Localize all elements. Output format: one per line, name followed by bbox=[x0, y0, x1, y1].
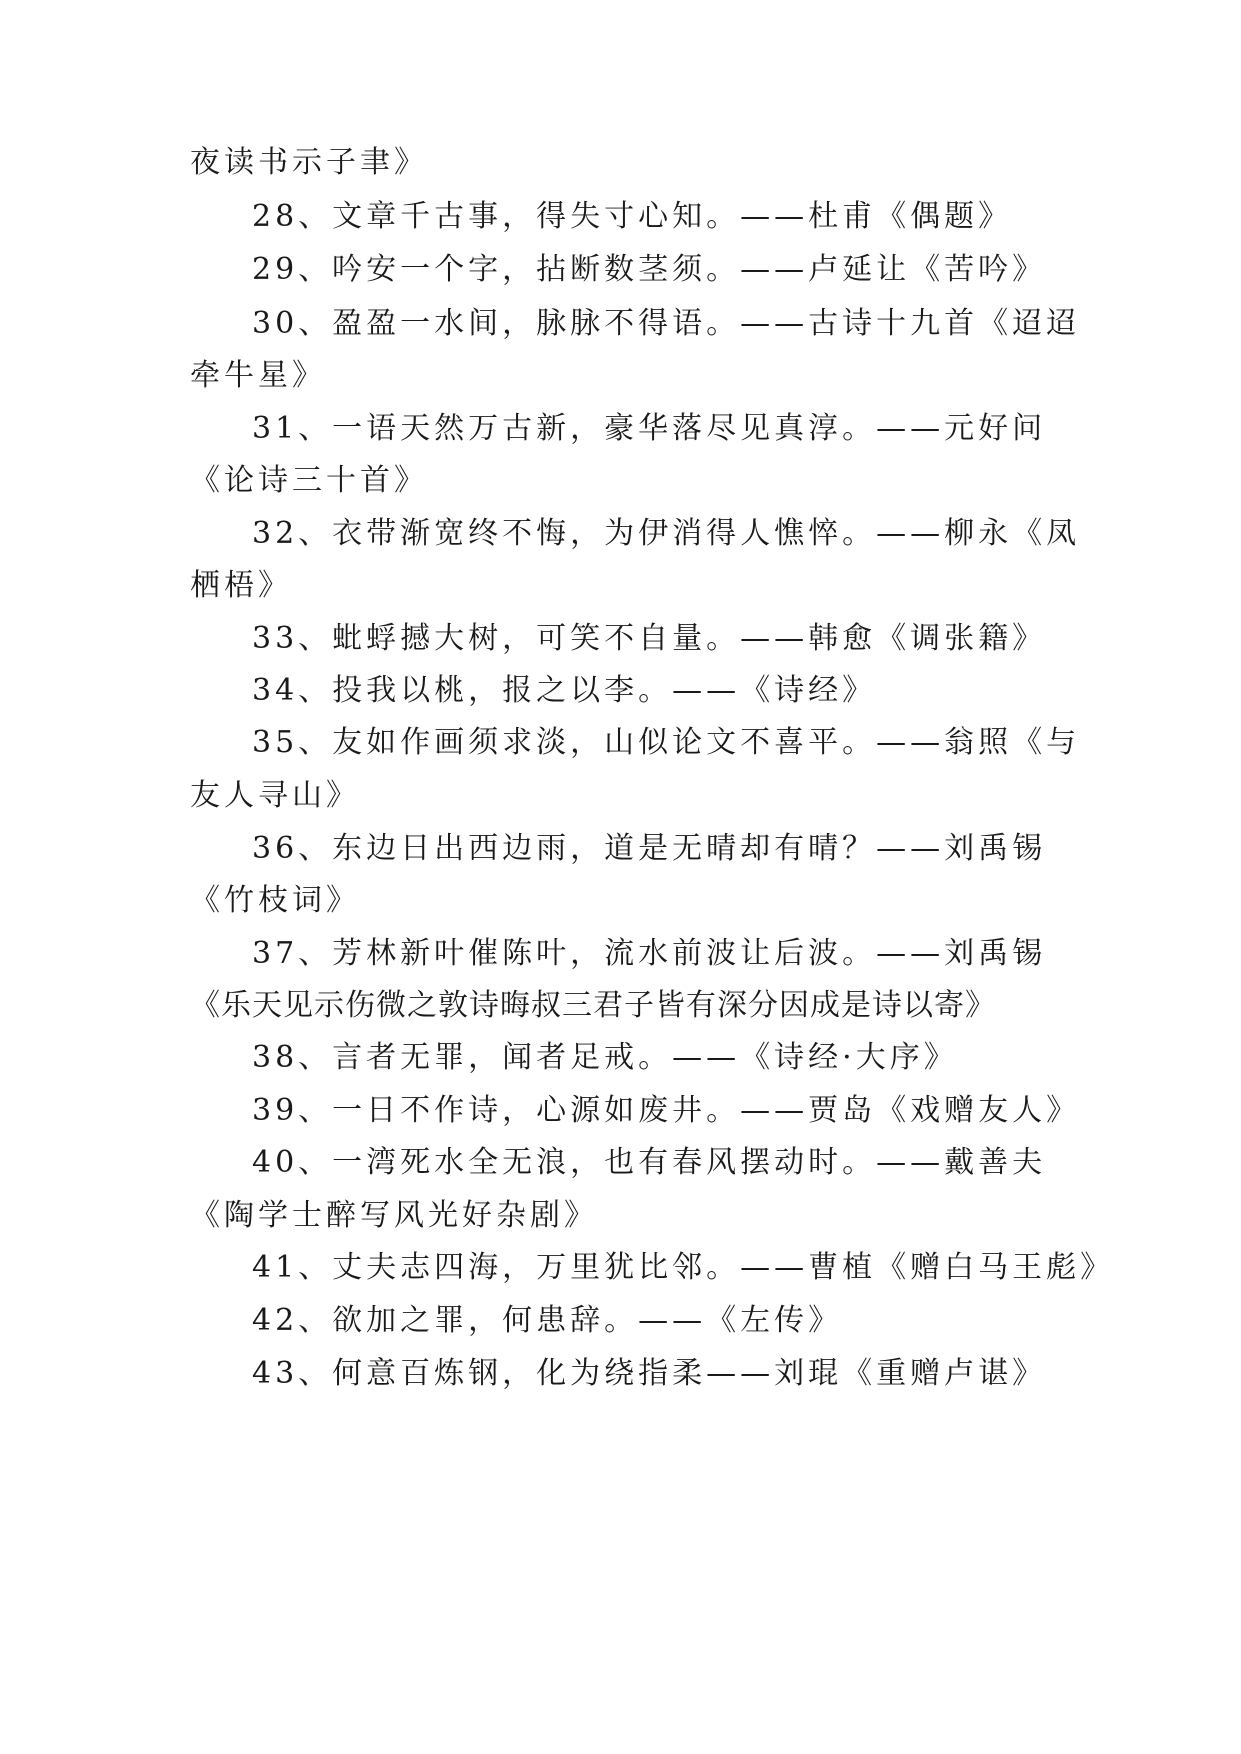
text-line: 28、文章千古事，得失寸心知。——杜甫《偶题》 bbox=[252, 199, 1013, 234]
text-line: 夜读书示子聿》 bbox=[190, 145, 428, 180]
text-line: 40、一湾死水全无浪，也有春风摆动时。——戴善夫 bbox=[252, 1145, 1047, 1180]
text-line: 31、一语天然万古新，豪华落尽见真淳。——元好问 bbox=[252, 411, 1047, 446]
text-line: 38、言者无罪，闻者足戒。——《诗经·大序》 bbox=[252, 1040, 958, 1075]
text-line: 《陶学士醉写风光好杂剧》 bbox=[190, 1198, 598, 1233]
text-line: 29、吟安一个字，拈断数茎须。——卢延让《苦吟》 bbox=[252, 252, 1047, 287]
text-line: 《论诗三十首》 bbox=[190, 463, 428, 498]
text-line: 39、一日不作诗，心源如废井。——贾岛《戏赠友人》 bbox=[252, 1093, 1081, 1128]
text-line: 30、盈盈一水间，脉脉不得语。——古诗十九首《迢迢 bbox=[252, 306, 1081, 341]
text-line: 《竹枝词》 bbox=[190, 883, 360, 918]
text-line: 35、友如作画须求淡，山似论文不喜平。——翁照《与 bbox=[252, 725, 1081, 760]
text-line: 36、东边日出西边雨，道是无晴却有晴？——刘禹锡 bbox=[252, 831, 1047, 866]
text-line: 栖梧》 bbox=[190, 568, 292, 603]
text-line: 43、何意百炼钢，化为绕指柔——刘琨《重赠卢谌》 bbox=[252, 1356, 1047, 1391]
text-line: 33、蚍蜉撼大树，可笑不自量。——韩愈《调张籍》 bbox=[252, 621, 1047, 656]
text-line: 41、丈夫志四海，万里犹比邻。——曹植《赠白马王彪》 bbox=[252, 1250, 1115, 1285]
text-line: 42、欲加之罪，何患辞。——《左传》 bbox=[252, 1303, 843, 1338]
text-line: 34、投我以桃，报之以李。——《诗经》 bbox=[252, 673, 877, 708]
text-line: 牵牛星》 bbox=[190, 358, 326, 393]
text-line: 37、芳林新叶催陈叶，流水前波让后波。——刘禹锡 bbox=[252, 936, 1047, 971]
text-line: 《乐天见示伤微之敦诗晦叔三君子皆有深分因成是诗以寄》 bbox=[190, 988, 996, 1023]
text-line: 友人寻山》 bbox=[190, 778, 360, 813]
text-line: 32、衣带渐宽终不悔，为伊消得人憔悴。——柳永《凤 bbox=[252, 516, 1081, 551]
